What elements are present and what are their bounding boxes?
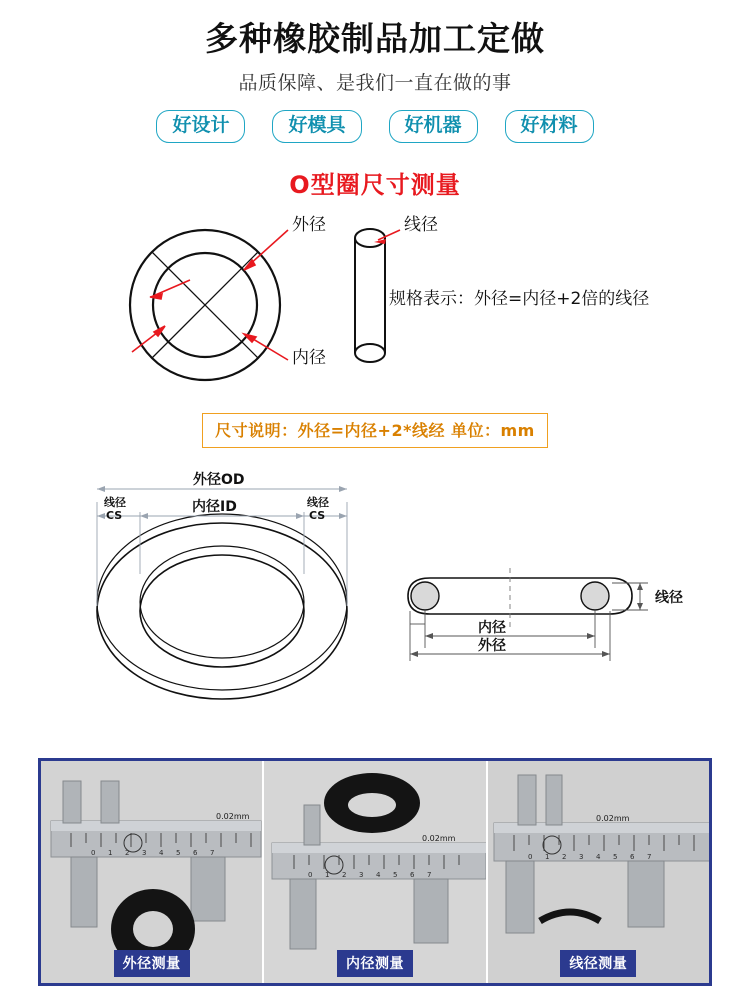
svg-text:0: 0 bbox=[308, 871, 313, 879]
svg-text:1: 1 bbox=[325, 871, 330, 879]
svg-text:7: 7 bbox=[210, 849, 215, 857]
label-cs-left: 线径 bbox=[104, 496, 126, 510]
label-cs-right: 线径 bbox=[307, 496, 329, 510]
photo-cord-diameter bbox=[486, 761, 709, 983]
photo-inner-diameter bbox=[262, 761, 485, 983]
svg-text:3: 3 bbox=[142, 849, 147, 857]
page-title: 多种橡胶制品加工定做 bbox=[205, 19, 545, 58]
size-explanation-banner: 尺寸说明：外径=内径+2*线经 单位：mm bbox=[202, 413, 548, 448]
svg-text:1: 1 bbox=[108, 849, 113, 857]
scale-label: 0.02mm bbox=[216, 812, 250, 821]
svg-text:7: 7 bbox=[427, 871, 432, 879]
scale-label: 0.02mm bbox=[595, 814, 630, 823]
label-cs-right-unit: CS bbox=[309, 509, 326, 523]
label-id-side: 内径 bbox=[478, 620, 506, 637]
feature-pill-mold: 好模具 bbox=[272, 110, 361, 143]
label-id: 内径ID bbox=[192, 499, 237, 516]
caliper-photo-strip bbox=[38, 758, 712, 986]
label-outer-diameter: 外径 bbox=[292, 215, 326, 236]
svg-text:0: 0 bbox=[527, 853, 533, 861]
label-inner-diameter: 内径 bbox=[292, 348, 326, 369]
perspective-ring bbox=[97, 514, 347, 699]
svg-text:6: 6 bbox=[193, 849, 198, 857]
svg-text:6: 6 bbox=[410, 871, 415, 879]
page-header bbox=[0, 0, 750, 143]
oring-dimension-svg bbox=[0, 456, 750, 721]
svg-text:6: 6 bbox=[629, 853, 635, 861]
photo-caption-inner: 内径测量 bbox=[337, 950, 413, 977]
svg-text:1: 1 bbox=[544, 853, 550, 861]
oring-dimension-diagram bbox=[0, 456, 750, 721]
svg-text:5: 5 bbox=[612, 853, 618, 861]
feature-pill-row bbox=[0, 110, 750, 143]
label-od: 外径OD bbox=[193, 472, 245, 489]
svg-text:4: 4 bbox=[376, 871, 381, 879]
oring-diagram-svg bbox=[0, 208, 750, 403]
label-cs-left-unit: CS bbox=[106, 509, 123, 523]
banner-wrap bbox=[0, 413, 750, 448]
scale-label: 0.02mm bbox=[422, 834, 456, 843]
feature-pill-design: 好设计 bbox=[156, 110, 245, 143]
label-formula: 规格表示：外径=内径+2倍的线径 bbox=[389, 289, 650, 310]
svg-text:7: 7 bbox=[646, 853, 652, 861]
svg-text:2: 2 bbox=[342, 871, 347, 879]
feature-pill-material: 好材料 bbox=[505, 110, 594, 143]
svg-text:5: 5 bbox=[176, 849, 181, 857]
svg-text:4: 4 bbox=[159, 849, 164, 857]
page-subtitle: 品质保障、是我们一直在做的事 bbox=[238, 72, 512, 95]
photo-caption-cord: 线径测量 bbox=[560, 950, 636, 977]
svg-text:2: 2 bbox=[561, 853, 567, 861]
svg-text:5: 5 bbox=[393, 871, 398, 879]
label-cord-diameter: 线径 bbox=[404, 215, 438, 236]
photo-caption-outer: 外径测量 bbox=[114, 950, 190, 977]
svg-text:3: 3 bbox=[578, 853, 584, 861]
label-od-side: 外径 bbox=[478, 638, 506, 655]
section-title: O型圈尺寸测量 bbox=[289, 171, 461, 200]
svg-text:4: 4 bbox=[595, 853, 601, 861]
label-cs-side: 线径 bbox=[655, 590, 683, 607]
svg-text:2: 2 bbox=[125, 849, 130, 857]
feature-pill-machine: 好机器 bbox=[389, 110, 478, 143]
side-view-ring bbox=[408, 568, 632, 628]
side-dimension-guides bbox=[410, 583, 648, 661]
svg-text:0: 0 bbox=[91, 849, 96, 857]
photo-outer-diameter bbox=[41, 761, 262, 983]
oring-measurement-diagram bbox=[0, 208, 750, 403]
svg-text:3: 3 bbox=[359, 871, 364, 879]
